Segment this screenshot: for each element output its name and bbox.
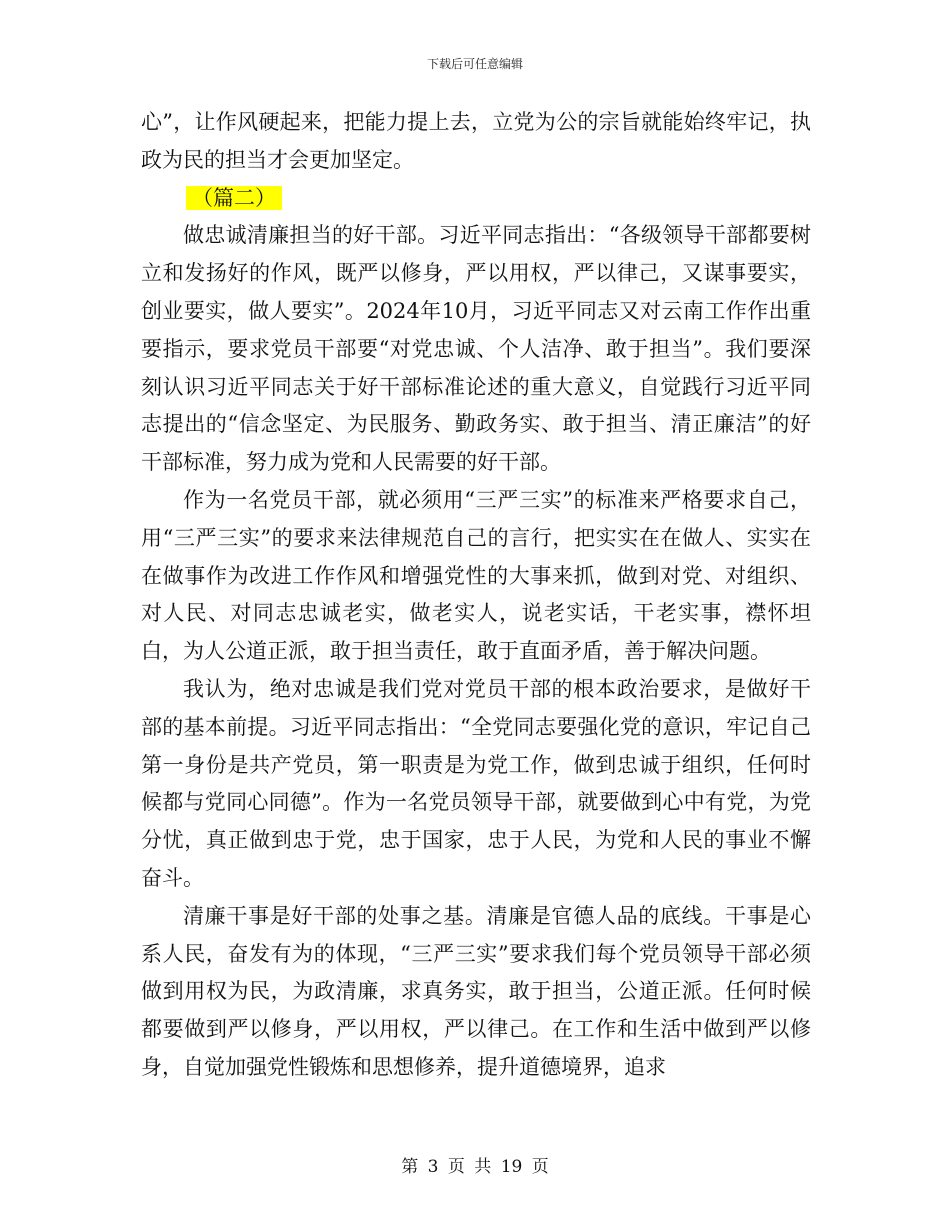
page-header: 下载后可任意编辑 <box>426 57 523 71</box>
paragraph-4: 清廉干事是好干部的处事之基。清廉是官德人品的底线。干事是心系人民，奋发有为的体现，“三严三实”要求我们每个党员领导干部必须做到用权为民，为政清廉，求真务实，敢于担当，公道正派。任何时候都要做到严以修身，严以用权，严以律己。在工作和生活中做到严以修身，自觉加强党性锻炼和思想修养，提升道德境界，追求 <box>141 903 811 1079</box>
paragraph-2: 作为一名党员干部，就必须用“三严三实”的标准来严格要求自己，用“三严三实”的要求来法律规范自己的言行，把实实在在做人、实实在在做事作为改进工作作风和增强党性的大事来抓，做到对党、对组织、对人民、对同志忠诚老实，做老实人，说老实话，干老实事，襟怀坦白，为人公道正派，敢于担当责任，敢于直面矛盾，善于解决问题。 <box>141 487 811 664</box>
section-label <box>141 180 811 218</box>
paragraph-continuation: 心”，让作风硬起来，把能力提上去，立党为公的宗旨就能始终牢记，执政为民的担当才会更加坚定。 <box>141 110 811 172</box>
page-footer: 第 3 页 共 19 页 <box>401 1157 549 1177</box>
document-body <box>141 104 811 1087</box>
paragraph-3: 我认为，绝对忠诚是我们党对党员干部的根本政治要求，是做好干部的基本前提。习近平同志指出：“全党同志要强化党的意识，牢记自己第一身份是共产党员，第一职责是为党工作，做到忠诚于组织，任何时候都与党同心同德”。作为一名党员领导干部，就要做到心中有党，为党分忧，真正做到忠于党，忠于国家，忠于人民，为党和人民的事业不懈奋斗。 <box>141 676 811 890</box>
paragraph-1: 做忠诚清廉担当的好干部。习近平同志指出：“各级领导干部都要树立和发扬好的作风，既严以修身，严以用权，严以律己，又谋事要实，创业要实，做人要实”。2024年10月，习近平同志又对云南工作作出重要指示，要求党员干部要“对党忠诚、个人洁净、敢于担当”。我们要深刻认识习近平同志关于好干部标准论述的重大意义，自觉践行习近平同志提出的“信念坚定、为民服务、勤政务实、敢于担当、清正廉洁”的好干部标准，努力成为党和人民需要的好干部。 <box>141 223 811 475</box>
highlighted-section-title: （篇二） <box>186 186 282 210</box>
